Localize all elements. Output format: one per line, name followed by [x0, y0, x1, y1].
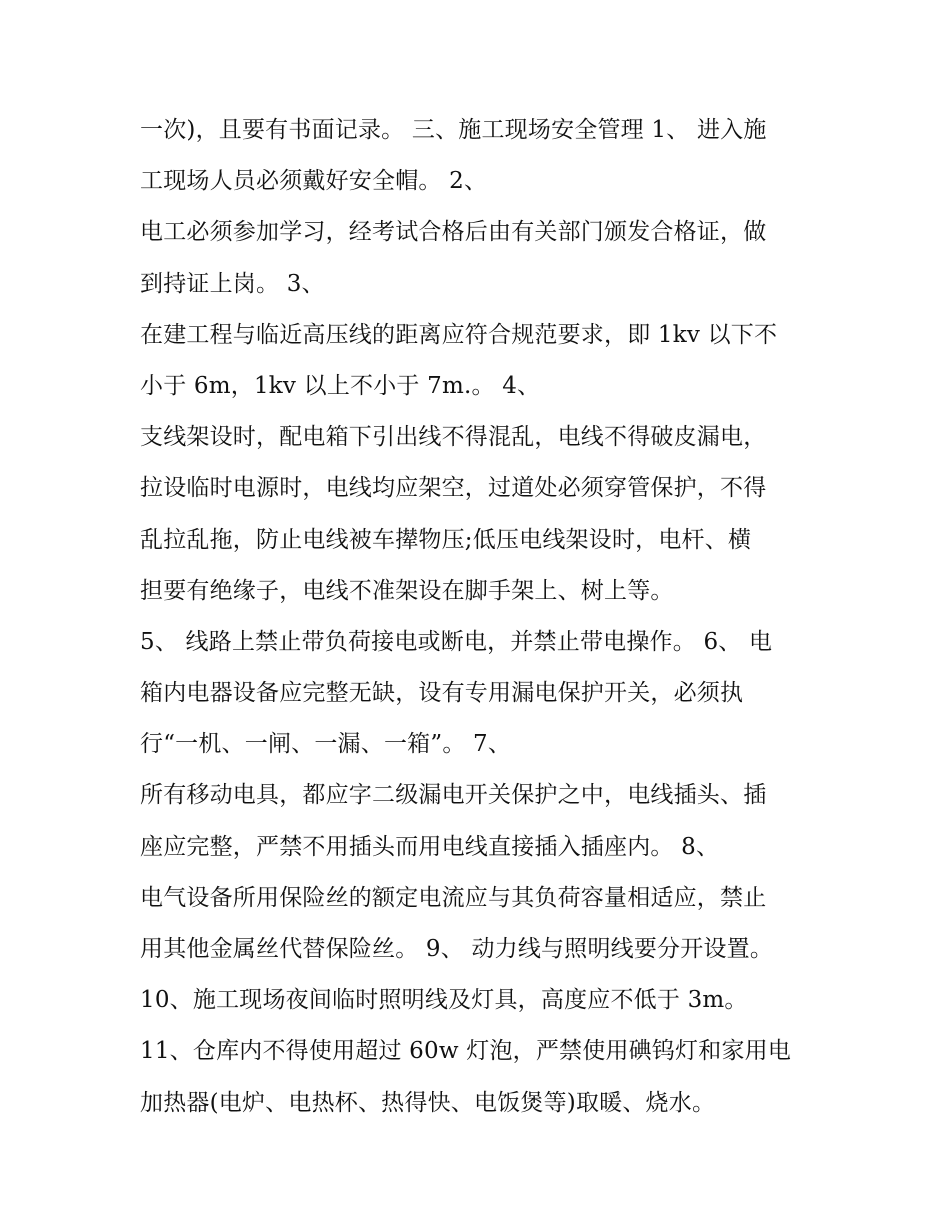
text-line: 电气设备所用保险丝的额定电流应与其负荷容量相适应，禁止: [140, 884, 767, 911]
text-line: 工现场人员必须戴好安全帽。 2、: [140, 168, 488, 195]
text-line: 用其他金属丝代替保险丝。 9、 动力线与照明线要分开设置。: [140, 936, 774, 962]
text-line: 10、施工现场夜间临时照明线及灯具，高度应不低于 3m。: [140, 987, 748, 1014]
text-line: 小于 6m，1kv 以上不小于 7m.。 4、: [140, 372, 541, 399]
text-line: 11、仓库内不得使用超过 60w 灯泡，严禁使用碘钨灯和家用电: [140, 1038, 792, 1065]
text-line: 行“一机、一闸、一漏、一箱”。 7、: [140, 731, 512, 758]
text-line: 座应完整，严禁不用插头而用电线直接插入插座内。 8、: [140, 833, 720, 860]
text-line: 在建工程与临近高压线的距离应符合规范要求，即 1kv 以下不: [140, 321, 778, 348]
body-text: [140, 105, 820, 1129]
text-line: 拉设临时电源时，电线均应架空，过道处必须穿管保护，不得: [140, 475, 767, 502]
text-line: 乱拉乱拖，防止电线被车撵物压;低压电线架设时，电杆、横: [140, 526, 752, 553]
text-line: 到持证上岗。 3、: [140, 270, 325, 297]
text-line: 加热器(电炉、电热杯、热得快、电饭煲等)取暖、烧水。: [140, 1089, 716, 1116]
text-line: 电工必须参加学习，经考试合格后由有关部门颁发合格证，做: [140, 219, 767, 246]
text-line: 所有移动电具，都应字二级漏电开关保护之中，电线插头、插: [140, 782, 767, 809]
text-line: 5、 线路上禁止带负荷接电或断电，并禁止带电操作。 6、 电: [140, 628, 773, 655]
text-line: 支线架设时，配电箱下引出线不得混乱，电线不得破皮漏电，: [140, 424, 767, 451]
text-line: 一次)，且要有书面记录。 三、施工现场安全管理 1、 进入施: [140, 117, 767, 143]
text-line: 箱内电器设备应完整无缺，设有专用漏电保护开关，必须执: [140, 680, 744, 707]
text-line: 担要有绝缘子，电线不准架设在脚手架上、树上等。: [140, 577, 674, 604]
